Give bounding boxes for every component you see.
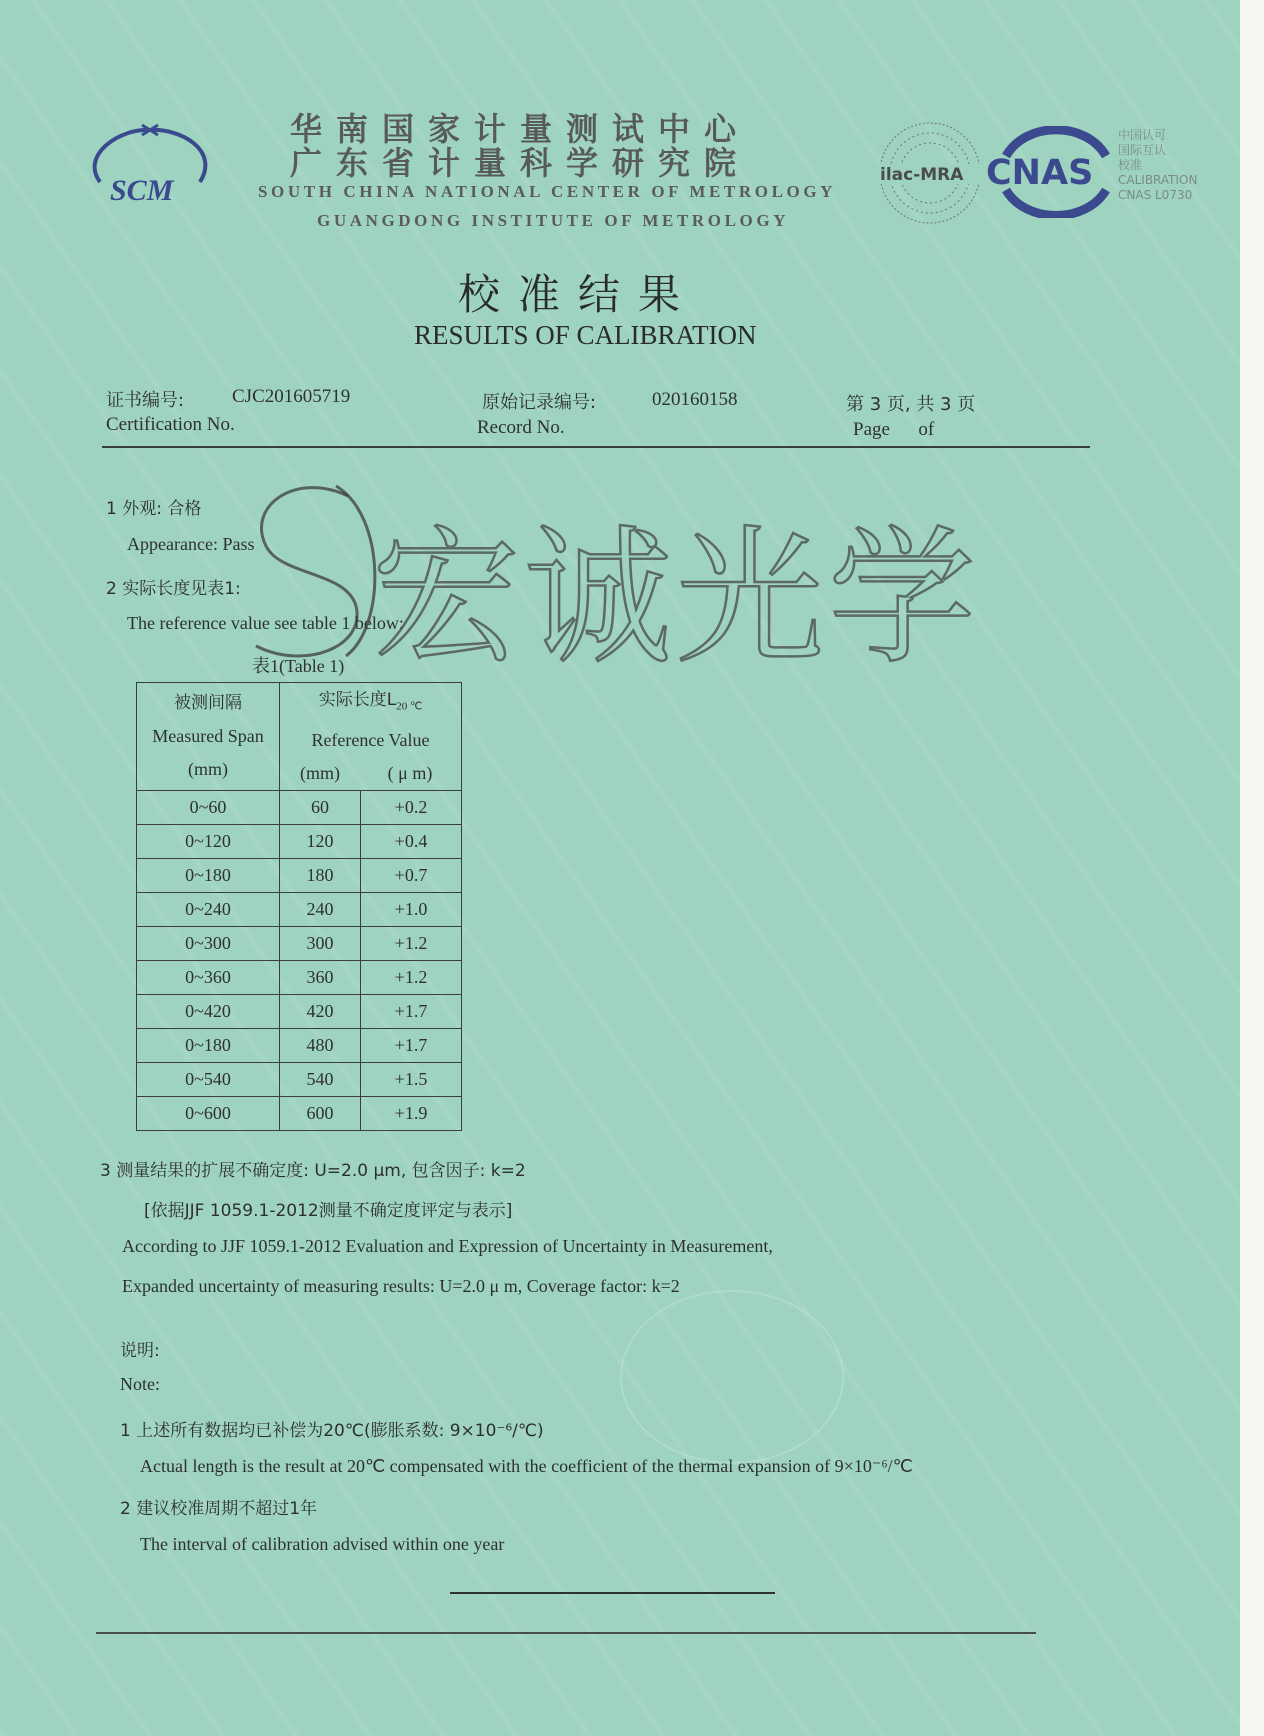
table-row <box>137 1028 462 1062</box>
record-label-cn: 原始记录编号: <box>482 392 597 413</box>
table-row <box>137 824 462 858</box>
cell-deviation-um: +0.7 <box>361 858 462 892</box>
cnas-cn1: 中国认可 <box>1118 128 1167 142</box>
cnas-en: CALIBRATION <box>1118 173 1198 187</box>
cell-span: 0~300 <box>137 926 280 960</box>
cnas-caption <box>1118 128 1197 203</box>
appearance-cn: 1 外观: 合格 <box>106 499 202 519</box>
cell-value-mm: 120 <box>280 824 361 858</box>
uncertainty-basis-en: According to JJF 1059.1-2012 Evaluation and Expression of Uncertainty in Measurement, <box>122 1236 773 1256</box>
cell-span: 0~240 <box>137 892 280 926</box>
end-rule-short <box>450 1592 775 1594</box>
cert-label-en: Certification No. <box>106 414 235 435</box>
cnas-logo-text: CNAS <box>986 153 1094 193</box>
title-en: RESULTS OF CALIBRATION <box>414 320 757 350</box>
cell-value-mm: 360 <box>280 960 361 994</box>
cell-span: 0~180 <box>137 1028 280 1062</box>
cell-value-mm: 60 <box>280 790 361 824</box>
note1-cn: 1 上述所有数据均已补偿为20℃(膨胀系数: 9×10⁻⁶/℃) <box>120 1421 544 1441</box>
cell-deviation-um: +1.2 <box>361 926 462 960</box>
header-ref-unit-mm: (mm) <box>300 762 340 783</box>
table-row <box>137 994 462 1028</box>
header-en-line1: SOUTH CHINA NATIONAL CENTER OF METROLOGY <box>258 182 837 201</box>
cell-span: 0~360 <box>137 960 280 994</box>
ilac-mra-logo <box>876 120 984 226</box>
header-en-line2: GUANGDONG INSTITUTE OF METROLOGY <box>317 211 790 230</box>
cell-deviation-um: +1.7 <box>361 1028 462 1062</box>
ilac-mra-text: ilac-MRA <box>880 165 964 185</box>
table-caption: 表1(Table 1) <box>252 656 345 676</box>
cell-value-mm: 600 <box>280 1096 361 1130</box>
note-label-cn: 说明: <box>120 1341 160 1361</box>
appearance-en: Appearance: Pass <box>127 534 255 554</box>
header-rule <box>102 446 1090 448</box>
record-label-en: Record No. <box>477 417 565 438</box>
cell-value-mm: 540 <box>280 1062 361 1096</box>
cell-span: 0~600 <box>137 1096 280 1130</box>
uncertainty-cn: 3 测量结果的扩展不确定度: U=2.0 μm, 包含因子: k=2 <box>100 1161 526 1181</box>
table-row <box>137 1062 462 1096</box>
cell-deviation-um: +0.2 <box>361 790 462 824</box>
cell-span: 0~180 <box>137 858 280 892</box>
header-reference-value <box>280 683 462 791</box>
cell-value-mm: 300 <box>280 926 361 960</box>
table-row <box>137 790 462 824</box>
record-value: 020160158 <box>652 389 738 410</box>
cell-deviation-um: +1.5 <box>361 1062 462 1096</box>
cell-deviation-um: +1.2 <box>361 960 462 994</box>
header-ref-unit-um: ( μ m) <box>387 762 433 783</box>
scm-logo-text: SCM <box>110 174 174 207</box>
cnas-cn2: 国际互认 <box>1118 143 1167 157</box>
cell-value-mm: 420 <box>280 994 361 1028</box>
watermark-logo-icon <box>236 476 386 666</box>
header-cn-line1: 华南国家计量测试中心 <box>290 110 751 148</box>
table-header-row <box>137 683 462 791</box>
watermark-text: 宏诚光学 <box>372 512 980 684</box>
embossed-seal <box>620 1290 844 1464</box>
reference-en: The reference value see table 1 below: <box>127 613 404 633</box>
table-row <box>137 926 462 960</box>
cell-deviation-um: +1.7 <box>361 994 462 1028</box>
uncertainty-en: Expanded uncertainty of measuring results: U=2.0 μ m, Coverage factor: k=2 <box>122 1276 680 1296</box>
table-body <box>137 790 462 1130</box>
header-measured-span <box>137 683 280 791</box>
cell-span: 0~540 <box>137 1062 280 1096</box>
title-cn: 校准结果 <box>458 270 699 319</box>
page-en: Page of <box>853 419 935 440</box>
note-label-en: Note: <box>120 1374 160 1394</box>
cell-deviation-um: +1.9 <box>361 1096 462 1130</box>
calibration-table <box>136 682 462 1131</box>
header-cn-line2: 广东省计量科学研究院 <box>290 144 751 182</box>
header-span-unit: (mm) <box>188 758 228 779</box>
note1-en: Actual length is the result at 20℃ compensated with the coefficient of the thermal expansion of 9×10⁻⁶/℃ <box>140 1456 913 1476</box>
header-ref-cn: 实际长度L <box>318 690 397 710</box>
cnas-cn3: 校准 <box>1118 158 1143 172</box>
page-cn: 第 3 页, 共 3 页 <box>846 394 976 415</box>
note2-cn: 2 建议校准周期不超过1年 <box>120 1499 318 1519</box>
cell-span: 0~120 <box>137 824 280 858</box>
scm-logo <box>80 120 220 210</box>
note2-en: The interval of calibration advised within one year <box>140 1534 505 1554</box>
reference-cn: 2 实际长度见表1: <box>106 579 241 599</box>
cell-value-mm: 180 <box>280 858 361 892</box>
header-ref-en: Reference Value <box>311 729 430 750</box>
cell-span: 0~60 <box>137 790 280 824</box>
cell-value-mm: 480 <box>280 1028 361 1062</box>
cnas-no: CNAS L0730 <box>1118 188 1193 202</box>
table-row <box>137 892 462 926</box>
footer-rule <box>96 1632 1036 1634</box>
cell-deviation-um: +0.4 <box>361 824 462 858</box>
header-ref-units <box>280 757 461 790</box>
table-row <box>137 858 462 892</box>
cell-span: 0~420 <box>137 994 280 1028</box>
cnas-logo <box>986 126 1116 218</box>
cert-label-cn: 证书编号: <box>106 390 185 411</box>
cert-value: CJC201605719 <box>232 386 351 407</box>
cell-value-mm: 240 <box>280 892 361 926</box>
table-row <box>137 1096 462 1130</box>
header-span-en: Measured Span <box>152 725 264 746</box>
header-span-cn: 被测间隔 <box>174 692 242 713</box>
table-row <box>137 960 462 994</box>
cell-deviation-um: +1.0 <box>361 892 462 926</box>
uncertainty-basis-cn: [依据JJF 1059.1-2012测量不确定度评定与表示] <box>144 1201 513 1221</box>
header-ref-sub: 20 ℃ <box>396 700 423 713</box>
